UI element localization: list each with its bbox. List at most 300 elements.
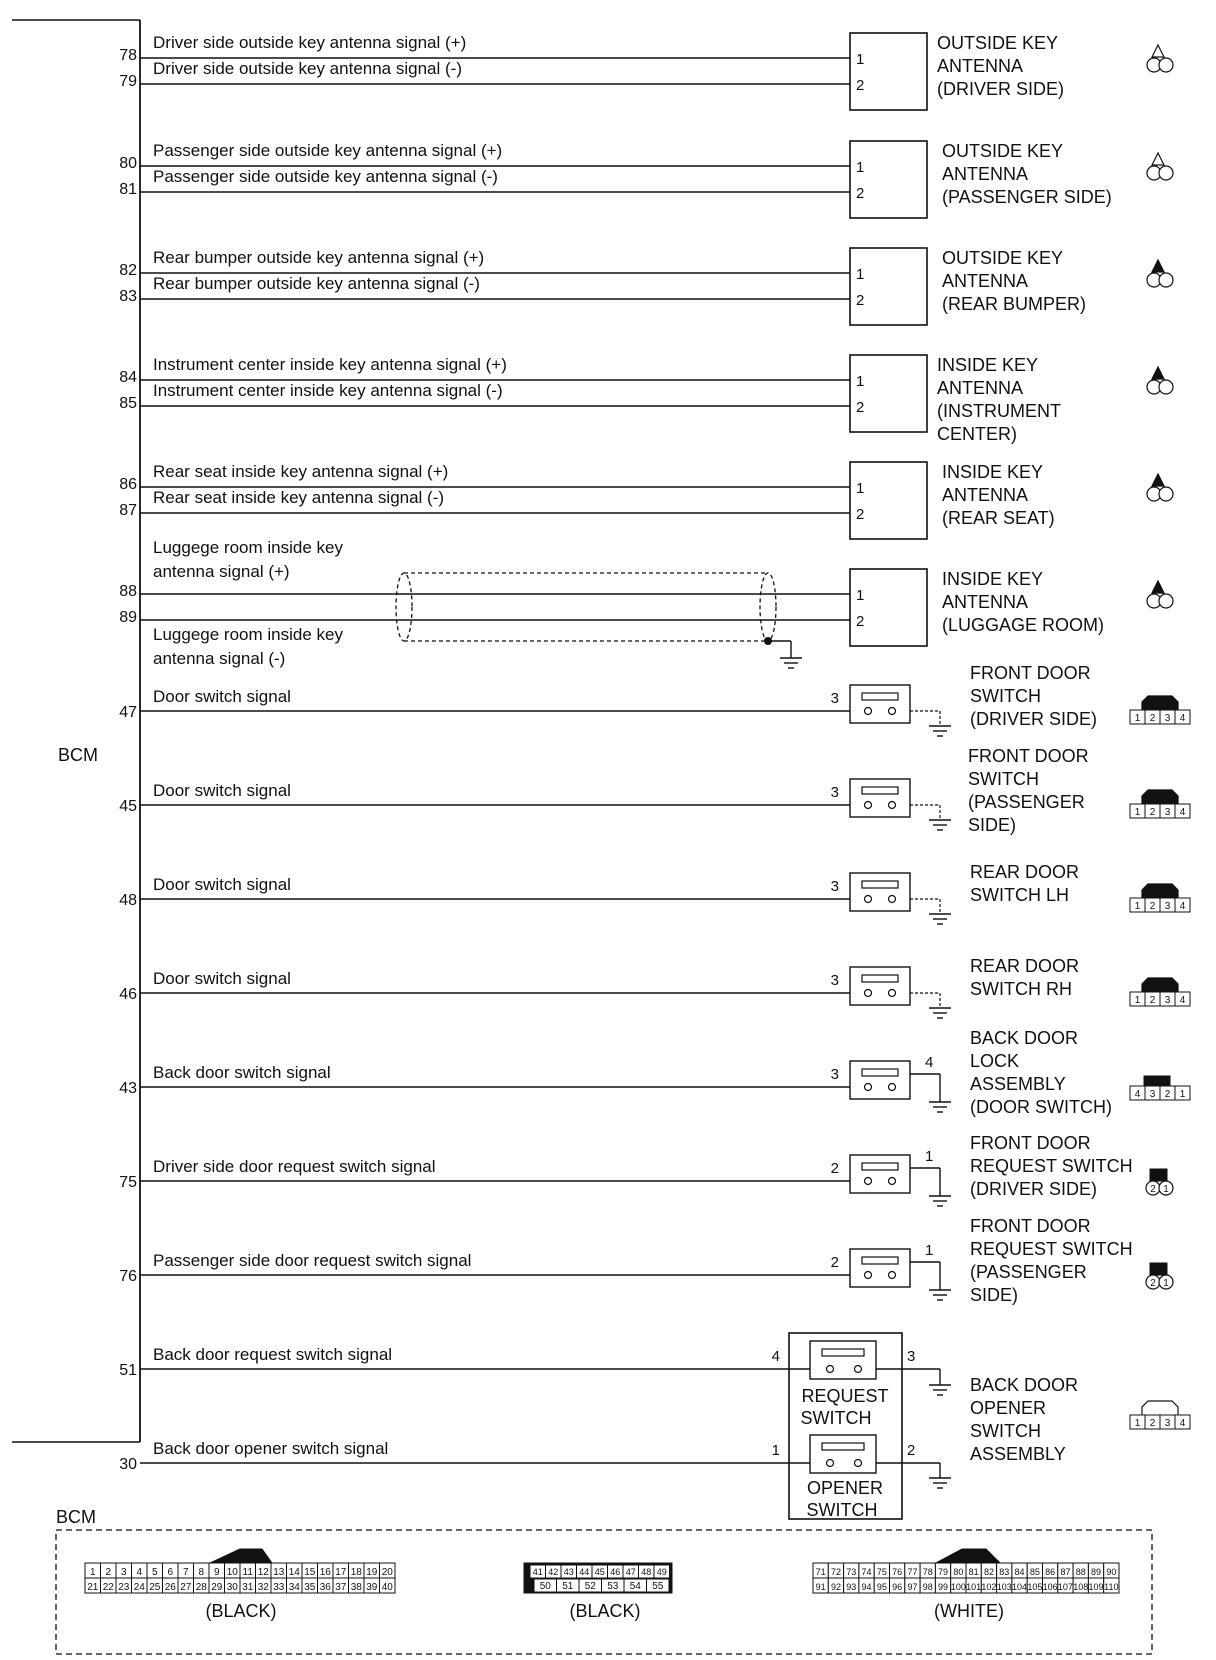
antenna-box — [850, 462, 927, 539]
signal-label: Rear bumper outside key antenna signal (-) — [153, 274, 480, 293]
switch-symbol — [850, 967, 910, 1005]
connector-tab — [1152, 474, 1164, 486]
shield-end — [396, 573, 412, 641]
pin-number: 2 — [1149, 1418, 1156, 1429]
pin-number: 27 — [180, 1582, 192, 1593]
connector-pin: 3 — [830, 972, 839, 989]
antenna-box — [850, 141, 927, 218]
switch-box — [850, 685, 910, 723]
pin-number: 90 — [1106, 1567, 1117, 1577]
bcm-pin: 75 — [119, 1174, 137, 1191]
bcm-pin: 86 — [119, 476, 137, 493]
antenna-box — [850, 355, 927, 432]
component-label: ANTENNA — [942, 485, 1029, 505]
component-label: (REAR SEAT) — [942, 508, 1055, 528]
connector-pins — [1130, 1415, 1190, 1429]
pin-number: 2 — [1149, 713, 1156, 724]
pin-number: 84 — [1014, 1567, 1025, 1577]
pin-number: 1 — [1134, 807, 1141, 818]
pin-number: 81 — [968, 1567, 979, 1577]
signal-label: Instrument center inside key antenna signal (-) — [153, 381, 503, 400]
connector-pin: 2 — [830, 1254, 839, 1271]
connector-pins — [1130, 710, 1190, 724]
switch-symbol — [850, 1061, 910, 1099]
pin-circle — [1159, 273, 1173, 287]
pin-number: 6 — [167, 1567, 174, 1578]
pin-number: 93 — [846, 1582, 857, 1592]
signal-label: Passenger side door request switch signal — [153, 1251, 472, 1270]
connector-pin: 1 — [856, 587, 865, 604]
bcm-pin: 47 — [119, 704, 137, 721]
signal-label: Door switch signal — [153, 781, 291, 800]
pin-number: 46 — [610, 1567, 621, 1577]
connector-pin: 1 — [856, 266, 865, 283]
switch-contact — [865, 990, 872, 997]
pin-number: 42 — [548, 1567, 559, 1577]
pin-number: 20 — [381, 1567, 393, 1578]
bcm-connector-title: BCM — [56, 1507, 96, 1527]
pin-number: 22 — [102, 1582, 114, 1593]
pin-number: 80 — [953, 1567, 964, 1577]
signal-label: Back door request switch signal — [153, 1345, 393, 1364]
component-label: (DRIVER SIDE) — [970, 709, 1098, 729]
connector-4pin-icon — [1142, 978, 1178, 992]
component-label: REQUEST SWITCH — [970, 1239, 1133, 1259]
signal-label: Rear bumper outside key antenna signal (+) — [153, 248, 485, 267]
bcm-pin: 84 — [119, 369, 137, 386]
signal-label: Driver side outside key antenna signal (+) — [153, 33, 467, 52]
pin-number: 88 — [1075, 1567, 1086, 1577]
component-label: SIDE) — [970, 1285, 1019, 1305]
switch-symbol — [850, 685, 910, 723]
connector-tab — [1142, 978, 1178, 992]
component-label: (INSTRUMENT — [937, 401, 1061, 421]
bcm-pin: 81 — [119, 181, 137, 198]
switch-box — [850, 1249, 910, 1287]
pin-number: 2 — [1149, 807, 1156, 818]
component-label: SWITCH — [970, 686, 1041, 706]
bcm-pin: 30 — [119, 1456, 137, 1473]
connector-4pin-icon — [1142, 1401, 1178, 1415]
pin-number: 23 — [118, 1582, 130, 1593]
component-label: (LUGGAGE ROOM) — [942, 615, 1105, 635]
pin-number: 32 — [257, 1582, 269, 1593]
connector-pin: 2 — [856, 292, 865, 309]
connector-4pin-icon — [1142, 696, 1178, 710]
connector-tab — [1150, 1169, 1167, 1181]
pin-number: 55 — [652, 1581, 664, 1592]
pin-number: 110 — [1104, 1582, 1119, 1592]
component-label: FRONT DOOR — [968, 746, 1089, 766]
switch-row — [119, 663, 1097, 729]
connector-4pin-icon — [1142, 790, 1178, 804]
pin-number: 3 — [1164, 995, 1171, 1006]
pin-number: 16 — [319, 1567, 331, 1578]
connector-pins — [1130, 804, 1190, 818]
connector-pin: 1 — [771, 1442, 780, 1459]
pin-number: 73 — [846, 1567, 857, 1577]
pin-number: 92 — [830, 1582, 841, 1592]
pin-number: 18 — [350, 1567, 362, 1578]
pin-number: 4 — [136, 1567, 143, 1578]
pin-number: 2 — [1150, 1278, 1156, 1289]
switch-contact — [865, 802, 872, 809]
signal-label: Back door opener switch signal — [153, 1439, 389, 1458]
pin-number: 85 — [1029, 1567, 1040, 1577]
bcm-pin: 87 — [119, 502, 137, 519]
ground-icon — [929, 820, 951, 830]
bcm-pin: 88 — [119, 583, 137, 600]
switch-symbol — [850, 873, 910, 911]
switch-contact — [865, 1272, 872, 1279]
component-label: ANTENNA — [937, 56, 1024, 76]
switch-actuator — [822, 1443, 864, 1450]
connector-color-label: (BLACK) — [205, 1601, 277, 1621]
pin-number: 45 — [594, 1567, 605, 1577]
pin-number: 29 — [211, 1582, 223, 1593]
switch-row — [119, 746, 1088, 835]
pin-number: 19 — [366, 1567, 378, 1578]
component-label: FRONT DOOR — [970, 663, 1091, 683]
connector-pin: 1 — [925, 1148, 934, 1165]
component-label: REQUEST SWITCH — [970, 1156, 1133, 1176]
pin-number: 15 — [304, 1567, 316, 1578]
pin-number: 100 — [950, 1582, 966, 1592]
pin-number: 48 — [641, 1567, 652, 1577]
component-label: INSIDE KEY — [942, 569, 1044, 589]
pin-number: 26 — [164, 1582, 176, 1593]
pin-number: 3 — [1164, 1418, 1171, 1429]
bcm-pin: 85 — [119, 395, 137, 412]
antenna-row — [119, 141, 1112, 218]
pin-number: 50 — [539, 1581, 551, 1592]
pin-number: 37 — [335, 1582, 347, 1593]
component-label: FRONT DOOR — [970, 1216, 1091, 1236]
component-label: FRONT DOOR — [970, 1133, 1091, 1153]
connector-pin: 1 — [925, 1242, 934, 1259]
inner-label: SWITCH — [806, 1500, 878, 1520]
switch-actuator — [862, 1163, 898, 1170]
bcm-pin: 82 — [119, 262, 137, 279]
pin-number: 1 — [1163, 1184, 1169, 1195]
bcm-label: BCM — [58, 745, 98, 765]
connector-pin: 3 — [830, 690, 839, 707]
component-label: (DRIVER SIDE) — [937, 79, 1065, 99]
connector-2pin-white-icon — [1147, 153, 1173, 180]
request-switch-symbol — [810, 1341, 876, 1379]
pin-number: 91 — [815, 1582, 826, 1592]
connector-row — [85, 1563, 395, 1578]
bcm-pin: 83 — [119, 288, 137, 305]
switch-row — [119, 956, 1079, 1008]
connector-pin: 4 — [925, 1054, 934, 1071]
pin-number: 2 — [1149, 995, 1156, 1006]
component-label: ASSEMBLY — [970, 1074, 1066, 1094]
connector-pin: 1 — [856, 51, 865, 68]
pin-circle — [1159, 487, 1173, 501]
ground-icon — [929, 726, 951, 736]
pin-number: 34 — [288, 1582, 300, 1593]
connector-tab — [1142, 696, 1178, 710]
pin-number: 38 — [350, 1582, 362, 1593]
pin-number: 35 — [304, 1582, 316, 1593]
switch-contact — [865, 1178, 872, 1185]
connector-color-label: (BLACK) — [569, 1601, 641, 1621]
connector-tab — [1142, 790, 1178, 804]
pin-number: 1 — [1179, 1089, 1186, 1100]
pin-number: 1 — [1134, 901, 1141, 912]
switch-symbol — [850, 1249, 910, 1287]
pin-number: 94 — [861, 1582, 872, 1592]
shield-end — [760, 573, 776, 641]
pin-number: 2 — [1164, 1089, 1171, 1100]
component-label: (PASSENGER — [970, 1262, 1087, 1282]
pin-number: 25 — [149, 1582, 161, 1593]
switch-contact — [865, 1084, 872, 1091]
signal-label: antenna signal (-) — [153, 649, 286, 668]
pin-number: 77 — [907, 1567, 918, 1577]
back-door-opener-assembly — [119, 1333, 1078, 1520]
antenna-row — [119, 355, 1061, 444]
antenna-row — [119, 538, 1104, 668]
bcm-pin: 89 — [119, 609, 137, 626]
component-label: ANTENNA — [942, 592, 1029, 612]
bcm-pin: 80 — [119, 155, 137, 172]
pin-number: 101 — [966, 1582, 982, 1592]
connector-pins — [1130, 992, 1190, 1006]
component-label: ANTENNA — [937, 378, 1024, 398]
pin-number: 21 — [87, 1582, 99, 1593]
component-label: INSIDE KEY — [937, 355, 1039, 375]
switch-contact — [827, 1460, 834, 1467]
connector-tab — [1152, 45, 1164, 57]
switch-actuator — [862, 787, 898, 794]
connector-pin: 2 — [856, 185, 865, 202]
inner-label: REQUEST — [801, 1386, 889, 1406]
component-label: ASSEMBLY — [970, 1444, 1066, 1464]
connector-2pin-black-icon — [1147, 367, 1173, 394]
pin-number: 99 — [938, 1582, 949, 1592]
pin-number: 51 — [562, 1581, 574, 1592]
connector-pin: 4 — [771, 1348, 780, 1365]
component-label: SWITCH — [970, 1421, 1041, 1441]
component-label: SWITCH — [968, 769, 1039, 789]
component-label: (PASSENGER SIDE) — [942, 187, 1112, 207]
pin-number: 107 — [1057, 1582, 1073, 1592]
ground-icon — [929, 1008, 951, 1018]
switch-box — [850, 1155, 910, 1193]
pin-number: 5 — [151, 1567, 158, 1578]
ground-icon — [929, 1102, 951, 1112]
pin-number: 24 — [133, 1582, 145, 1593]
connector-tab — [1142, 884, 1178, 898]
connector-4pin-icon — [1144, 1076, 1170, 1085]
connector-tab — [936, 1549, 1000, 1563]
switch-contact — [889, 896, 896, 903]
pin-number: 41 — [532, 1567, 543, 1577]
component-label: OPENER — [970, 1398, 1047, 1418]
switch-contact — [855, 1366, 862, 1373]
bcm-pin: 46 — [119, 986, 137, 1003]
pin-number: 43 — [563, 1567, 574, 1577]
component-label: BACK DOOR — [970, 1028, 1079, 1048]
bcm-pin: 43 — [119, 1080, 137, 1097]
signal-label: Back door switch signal — [153, 1063, 331, 1082]
component-label: BACK DOOR — [970, 1375, 1079, 1395]
pin-circle — [1159, 380, 1173, 394]
bcm-pin: 45 — [119, 798, 137, 815]
pin-number: 4 — [1179, 807, 1186, 818]
connector-tab — [1152, 581, 1164, 593]
pin-number: 104 — [1012, 1582, 1028, 1592]
pin-number: 4 — [1179, 713, 1186, 724]
connector-pin: 1 — [856, 159, 865, 176]
pin-number: 11 — [242, 1567, 253, 1578]
component-label: LOCK — [970, 1051, 1020, 1071]
ground-icon — [929, 1478, 951, 1488]
pin-number: 3 — [1149, 1089, 1156, 1100]
signal-label: Luggege room inside key — [153, 625, 343, 644]
pin-number: 79 — [938, 1567, 949, 1577]
antenna-row — [119, 248, 1086, 325]
component-label: CENTER) — [937, 424, 1017, 444]
pin-number: 1 — [89, 1567, 96, 1578]
connector-2pin-black-icon — [1147, 260, 1173, 287]
pin-number: 3 — [1164, 713, 1171, 724]
switch-row — [119, 1028, 1112, 1117]
bcm-pin: 48 — [119, 892, 137, 909]
connector-tab — [1142, 1401, 1178, 1415]
pin-number: 33 — [273, 1582, 285, 1593]
pin-number: 53 — [607, 1581, 619, 1592]
pin-number: 44 — [579, 1567, 590, 1577]
pin-number: 10 — [226, 1567, 238, 1578]
pin-number: 12 — [257, 1567, 269, 1578]
pin-number: 3 — [120, 1567, 127, 1578]
connector-tab — [1150, 1263, 1167, 1275]
pin-number: 52 — [584, 1581, 596, 1592]
connector-2pin-white-icon — [1147, 45, 1173, 72]
connector-2pin-black-icon — [1147, 474, 1173, 501]
switch-contact — [865, 708, 872, 715]
pin-number: 39 — [366, 1582, 378, 1593]
component-label: (DOOR SWITCH) — [970, 1097, 1112, 1117]
pin-number: 8 — [198, 1567, 205, 1578]
connector-tab — [1152, 260, 1164, 272]
connector-pin: 1 — [856, 373, 865, 390]
component-label: (PASSENGER — [968, 792, 1085, 812]
pin-number: 40 — [381, 1582, 393, 1593]
component-label: REAR DOOR — [970, 956, 1080, 976]
signal-label: Instrument center inside key antenna signal (+) — [153, 355, 507, 374]
connector-row — [813, 1563, 1119, 1578]
inner-label: OPENER — [806, 1478, 884, 1498]
pin-circle — [1159, 58, 1173, 72]
antenna-box — [850, 248, 927, 325]
pin-number: 47 — [625, 1567, 636, 1577]
switch-actuator — [862, 1257, 898, 1264]
switch-box — [850, 873, 910, 911]
pin-number: 86 — [1045, 1567, 1056, 1577]
component-label: (DRIVER SIDE) — [970, 1179, 1098, 1199]
connector-row — [85, 1578, 395, 1593]
ground-icon — [780, 658, 802, 668]
signal-label: Passenger side outside key antenna signal (-) — [153, 167, 498, 186]
connector-pin: 3 — [907, 1348, 916, 1365]
antenna-row — [119, 462, 1054, 539]
connector-row — [534, 1579, 669, 1592]
pin-number: 4 — [1179, 995, 1186, 1006]
switch-actuator — [862, 1069, 898, 1076]
pin-number: 108 — [1073, 1582, 1089, 1592]
pin-number: 2 — [105, 1567, 112, 1578]
component-label: INSIDE KEY — [942, 462, 1044, 482]
pin-number: 72 — [830, 1567, 841, 1577]
component-label: SWITCH RH — [970, 979, 1072, 999]
pin-number: 83 — [999, 1567, 1010, 1577]
pin-number: 36 — [319, 1582, 331, 1593]
pin-number: 14 — [288, 1567, 300, 1578]
pin-number: 7 — [182, 1567, 189, 1578]
pin-number: 54 — [629, 1581, 641, 1592]
component-label: ANTENNA — [942, 271, 1029, 291]
connector-pin: 2 — [856, 77, 865, 94]
switch-contact — [889, 1084, 896, 1091]
connector-4pin-icon — [1142, 884, 1178, 898]
switch-box — [850, 1061, 910, 1099]
pin-number: 4 — [1179, 1418, 1186, 1429]
pin-number: 30 — [226, 1582, 238, 1593]
pin-number: 4 — [1179, 901, 1186, 912]
pin-number: 87 — [1060, 1567, 1071, 1577]
pin-number: 106 — [1042, 1582, 1058, 1592]
connector-pins — [1130, 898, 1190, 912]
component-label: SWITCH LH — [970, 885, 1069, 905]
pin-number: 17 — [335, 1567, 347, 1578]
connector-pin: 3 — [830, 878, 839, 895]
switch-box — [850, 967, 910, 1005]
inner-label: SWITCH — [800, 1408, 872, 1428]
signal-label: Door switch signal — [153, 969, 291, 988]
switch-actuator — [862, 975, 898, 982]
bcm-pin: 78 — [119, 47, 137, 64]
pin-number: 98 — [922, 1582, 933, 1592]
pin-number: 1 — [1134, 995, 1141, 1006]
connector-pin: 2 — [856, 506, 865, 523]
pin-number: 31 — [242, 1582, 254, 1593]
pin-number: 105 — [1027, 1582, 1043, 1592]
pin-number: 3 — [1164, 901, 1171, 912]
switch-contact — [889, 1178, 896, 1185]
switch-symbol — [850, 1155, 910, 1193]
opener-switch-symbol — [810, 1435, 876, 1473]
signal-label: Driver side outside key antenna signal (-) — [153, 59, 462, 78]
signal-label: Luggege room inside key — [153, 538, 343, 557]
component-label: ANTENNA — [942, 164, 1029, 184]
pin-number: 96 — [892, 1582, 903, 1592]
ground-icon — [929, 1290, 951, 1300]
connector-pin: 2 — [907, 1442, 916, 1459]
switch-row — [119, 862, 1079, 914]
connector-2pin-black-icon — [1146, 1169, 1173, 1195]
component-label: OUTSIDE KEY — [942, 141, 1064, 161]
connector-pin: 2 — [856, 613, 865, 630]
pin-number: 76 — [892, 1567, 903, 1577]
connector-pin: 2 — [830, 1160, 839, 1177]
signal-label: Rear seat inside key antenna signal (+) — [153, 462, 449, 481]
switch-symbol — [850, 779, 910, 817]
pin-number: 109 — [1088, 1582, 1104, 1592]
